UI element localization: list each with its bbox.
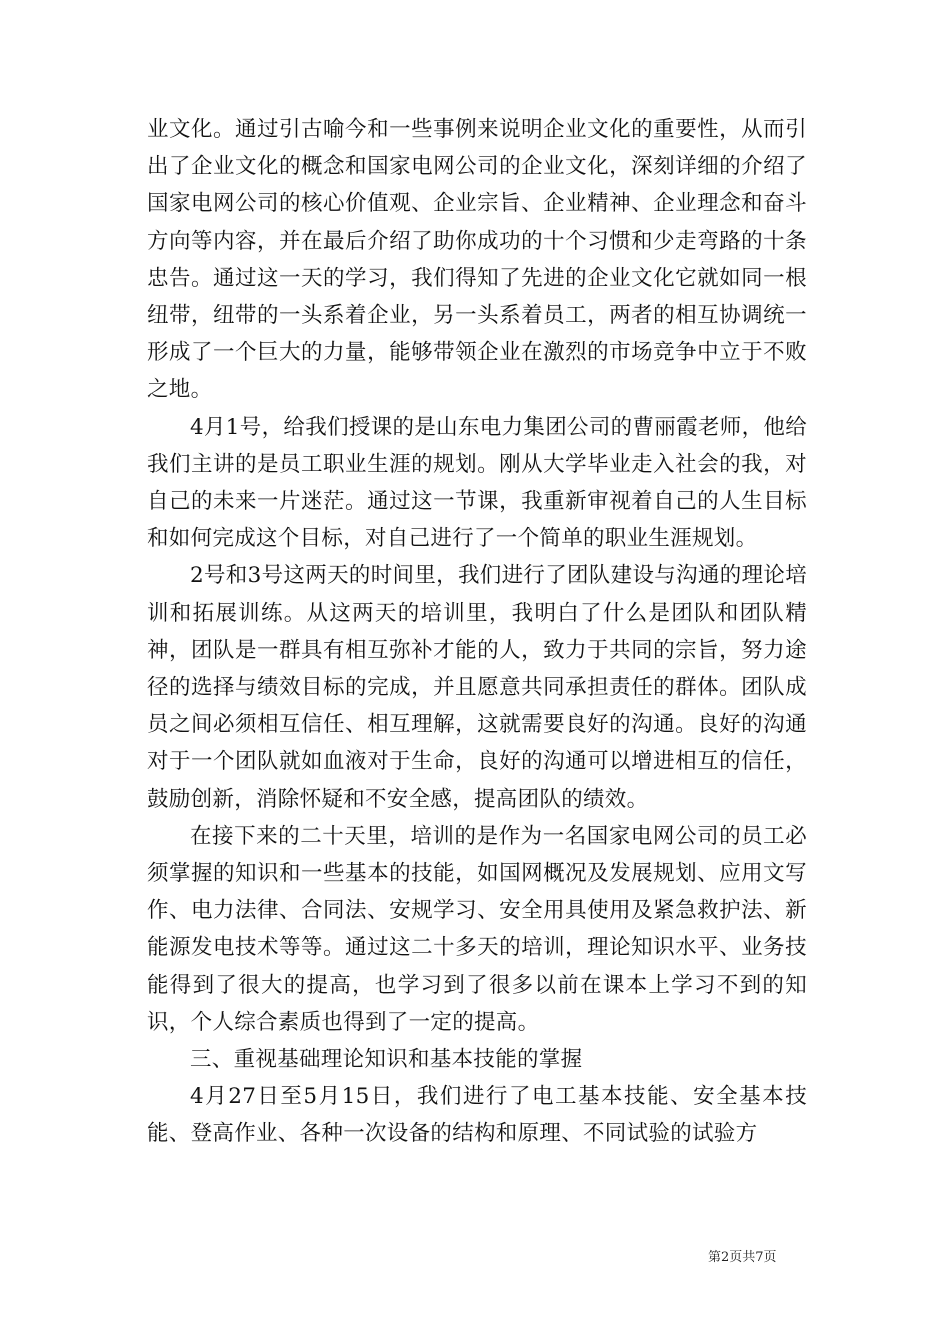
body-text xyxy=(147,111,807,1153)
paragraph-4: 在接下来的二十天里，培训的是作为一名国家电网公司的员工必须掌握的知识和一些基本的技能，如国网概况及发展规划、应用文写作、电力法律、合同法、安规学习、安全用具使用及紧急救护法、新能源发电技术等等。通过这二十多天的培训，理论知识水平、业务技能得到了很大的提高，也学习到了很多以前在课本上学习不到的知识，个人综合素质也得到了一定的提高。 xyxy=(147,823,807,1035)
page-number: 第2页共7页 xyxy=(708,1250,777,1265)
section-heading-3: 三、重视基础理论知识和基本技能的掌握 xyxy=(190,1047,583,1073)
paragraph-3: 2号和3号这两天的时间里，我们进行了团队建设与沟通的理论培训和拓展训练。从这两天的培训里，我明白了什么是团队和团队精神，团队是一群具有相互弥补才能的人，致力于共同的宗旨，努力途径的选择与绩效目标的完成，并且愿意共同承担责任的群体。团队成员之间必须相互信任、相互理解，这就需要良好的沟通。良好的沟通对于一个团队就如血液对于生命，良好的沟通可以增进相互的信任，鼓励创新，消除怀疑和不安全感，提高团队的绩效。 xyxy=(147,563,807,812)
paragraph-1: 业文化。通过引古喻今和一些事例来说明企业文化的重要性，从而引出了企业文化的概念和国家电网公司的企业文化，深刻详细的介绍了国家电网公司的核心价值观、企业宗旨、企业精神、企业理念和奋斗方向等内容，并在最后介绍了助你成功的十个习惯和少走弯路的十条忠告。通过这一天的学习，我们得知了先进的企业文化它就如同一根纽带，纽带的一头系着企业，另一头系着员工，两者的相互协调统一形成了一个巨大的力量，能够带领企业在激烈的市场竞争中立于不败之地。 xyxy=(147,117,807,403)
paragraph-2: 4月1号，给我们授课的是山东电力集团公司的曹丽霞老师，他给我们主讲的是员工职业生涯的规划。刚从大学毕业走入社会的我，对自己的未来一片迷茫。通过这一节课，我重新审视着自己的人生目标和如何完成这个目标，对自己进行了一个简单的职业生涯规划。 xyxy=(147,414,807,552)
paragraph-6: 4月27日至5月15日，我们进行了电工基本技能、安全基本技能、登高作业、各种一次设备的结构和原理、不同试验的试验方 xyxy=(147,1084,807,1147)
